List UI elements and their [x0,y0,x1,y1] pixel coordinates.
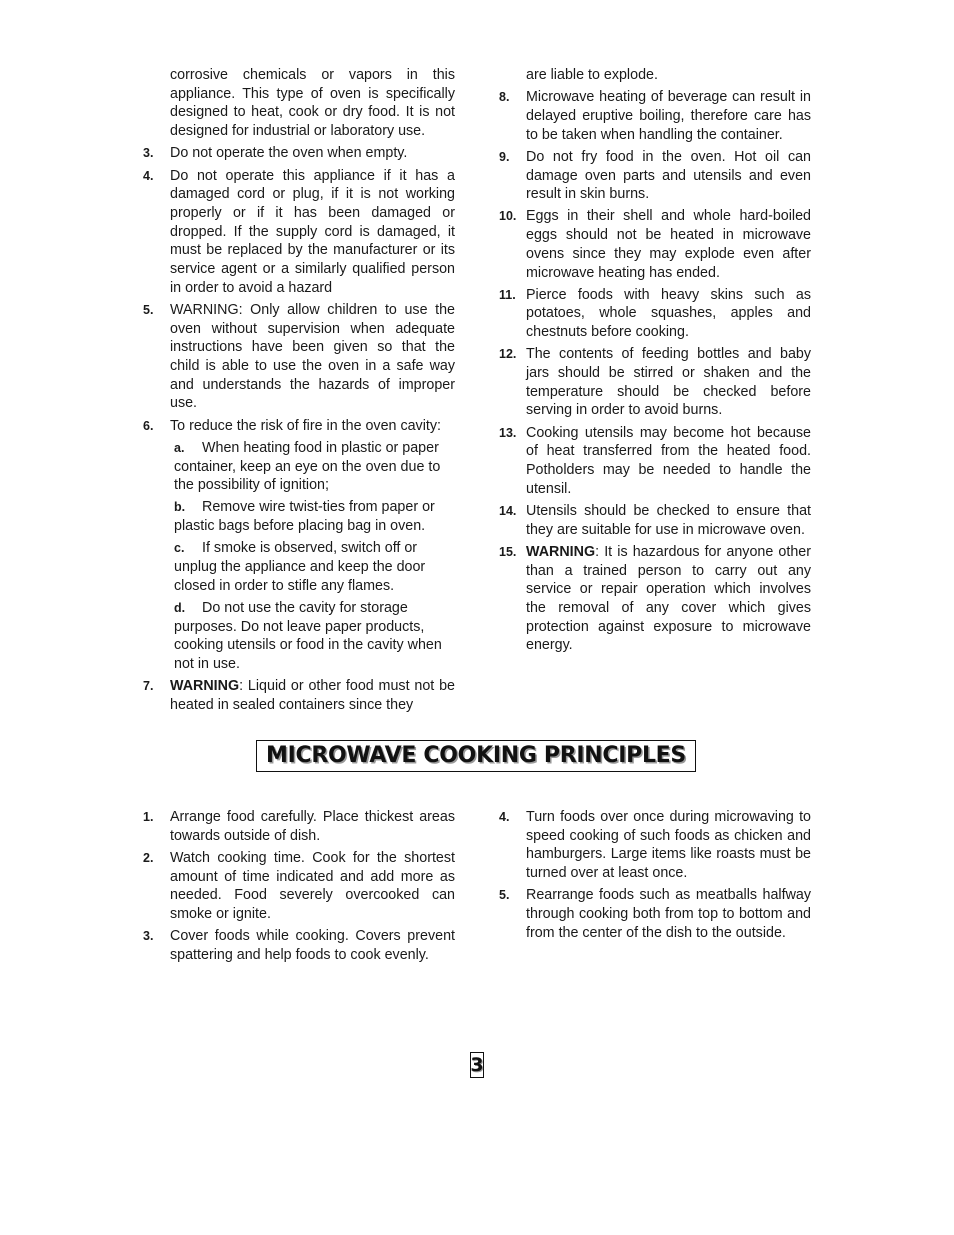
sub-list-item [174,539,455,595]
item-text: WARNING: Only allow children to use the oven without supervision when adequate instructions have been given so that the child is able to use the oven in a safe way and understands the hazards of improper use. [170,301,455,412]
item-text: Arrange food carefully. Place thickest areas towards outside of dish. [170,809,455,844]
continued-paragraph: corrosive chemicals or vapors in this appliance. This type of oven is specifically designed to heat, cook or dry food. It is not designed for industrial or laboratory use. [170,67,455,140]
item-number: 13. [499,425,517,440]
sub-list-item [174,439,455,495]
warning-label: WARNING [526,543,596,560]
sub-item-letter: c. [174,541,185,556]
item-number: 5. [499,888,510,903]
list-item [143,167,455,298]
list-item [143,677,455,714]
list-item [499,88,811,144]
item-number: 3. [143,929,154,944]
item-number: 3. [143,146,154,161]
section-title: MICROWAVE COOKING PRINCIPLES [266,742,686,768]
list-item [499,502,811,539]
item-number: 14. [499,503,517,518]
item-number: 10. [499,209,517,224]
item-text: To reduce the risk of fire in the oven cavity: [170,417,441,434]
sub-list-item [174,498,455,535]
section-heading-box [256,740,696,772]
list-item [499,286,811,342]
list-item [499,808,811,883]
item-text: Do not fry food in the oven. Hot oil can damage oven parts and utensils and even result in skin burns. [526,148,811,203]
sub-item-letter: a. [174,440,185,455]
list-item [499,345,811,420]
item-number: 4. [499,810,510,824]
item-text: Eggs in their shell and whole hard-boiled eggs should not be heated in microwave ovens since they may explode even after microwave heating has ended. [526,208,811,281]
item-number: 12. [499,347,517,362]
list-item [143,301,455,413]
list-item [143,144,455,163]
item-text: : It is hazardous for anyone other than a trained person to carry out any service or repair operation which involves the removal of any cover which gives protection against exposure to microwave energy. [526,543,811,654]
item-number: 6. [143,418,154,433]
item-text: : Liquid or other food must not be heated in sealed containers since they [170,678,455,713]
item-number: 1. [143,810,154,824]
item-text: Do not operate the oven when empty. [170,145,408,162]
item-number: 8. [499,90,510,105]
item-number: 11. [499,287,516,302]
page-number: 3 [470,1054,484,1076]
item-text: Microwave heating of beverage can result in delayed eruptive boiling, therefore care has to be taken when handling the container. [526,89,811,143]
sub-item-text: When heating food in plastic or paper container, keep an eye on the oven due to the possibility of ignition; [174,439,441,494]
sub-list-item [174,599,455,674]
list-item [499,148,811,204]
list-item [143,808,455,845]
item-text: Cover foods while cooking. Covers prevent spattering and help foods to cook evenly. [170,928,455,963]
sub-item-letter: d. [174,600,186,615]
list-item [143,849,455,924]
item-number: 9. [499,149,510,164]
item-text: Cooking utensils may become hot because of heat transferred from the heated food. Potholders may be needed to handle the utensil. [526,424,811,497]
item-text: Rearrange foods such as meatballs halfway through cooking both from top to bottom and from the center of the dish to the outside. [526,887,811,941]
principles-column-left [143,808,455,968]
sub-item-text: If smoke is observed, switch off or unplug the appliance and keep the door closed in order to stifle any flames. [174,540,426,594]
list-item [143,417,455,436]
item-number: 4. [143,168,154,183]
item-text: Pierce foods with heavy skins such as potatoes, whole squashes, apples and chestnuts before cooking. [526,286,811,341]
list-item [499,886,811,942]
item-text: Do not operate this appliance if it has a damaged cord or plug, if it is not working properly or if it has been damaged or dropped. If the supply cord is damaged, it must be replaced by the manufacturer or its service agent or a similarly qualified person in order to avoid a hazard [170,167,455,296]
list-item [143,927,455,964]
item-number: 5. [143,302,154,317]
item-text: Utensils should be checked to ensure that they are suitable for use in microwave oven. [526,502,811,538]
item-number: 2. [143,850,154,865]
page-number-box [470,1052,484,1078]
safety-column-right [499,66,811,659]
safety-column-left [143,66,455,718]
item-text: Turn foods over once during microwaving to speed cooking of such foods as chicken and hamburgers. Large items like roasts must be turned over at least once. [526,809,811,882]
continued-paragraph: are liable to explode. [526,67,658,83]
list-item [499,424,811,499]
sub-item-letter: b. [174,500,186,515]
list-item [499,207,811,282]
item-text: Watch cooking time. Cook for the shortest amount of time indicated and add more as needed. Food severely overcooked can smoke or ignite. [170,849,455,923]
sub-item-text: Remove wire twist-ties from paper or plastic bags before placing bag in oven. [174,499,435,535]
item-text: The contents of feeding bottles and baby jars should be stirred or shaken and the temperature should be checked before serving in order to avoid burns. [526,346,811,419]
item-number: 7. [143,679,154,694]
warning-label: WARNING [170,678,240,695]
item-number: 15. [499,544,517,559]
principles-column-right [499,808,811,946]
list-item [499,543,811,655]
sub-item-text: Do not use the cavity for storage purposes. Do not leave paper products, cooking utensils or food in the cavity when not in use. [174,599,442,673]
